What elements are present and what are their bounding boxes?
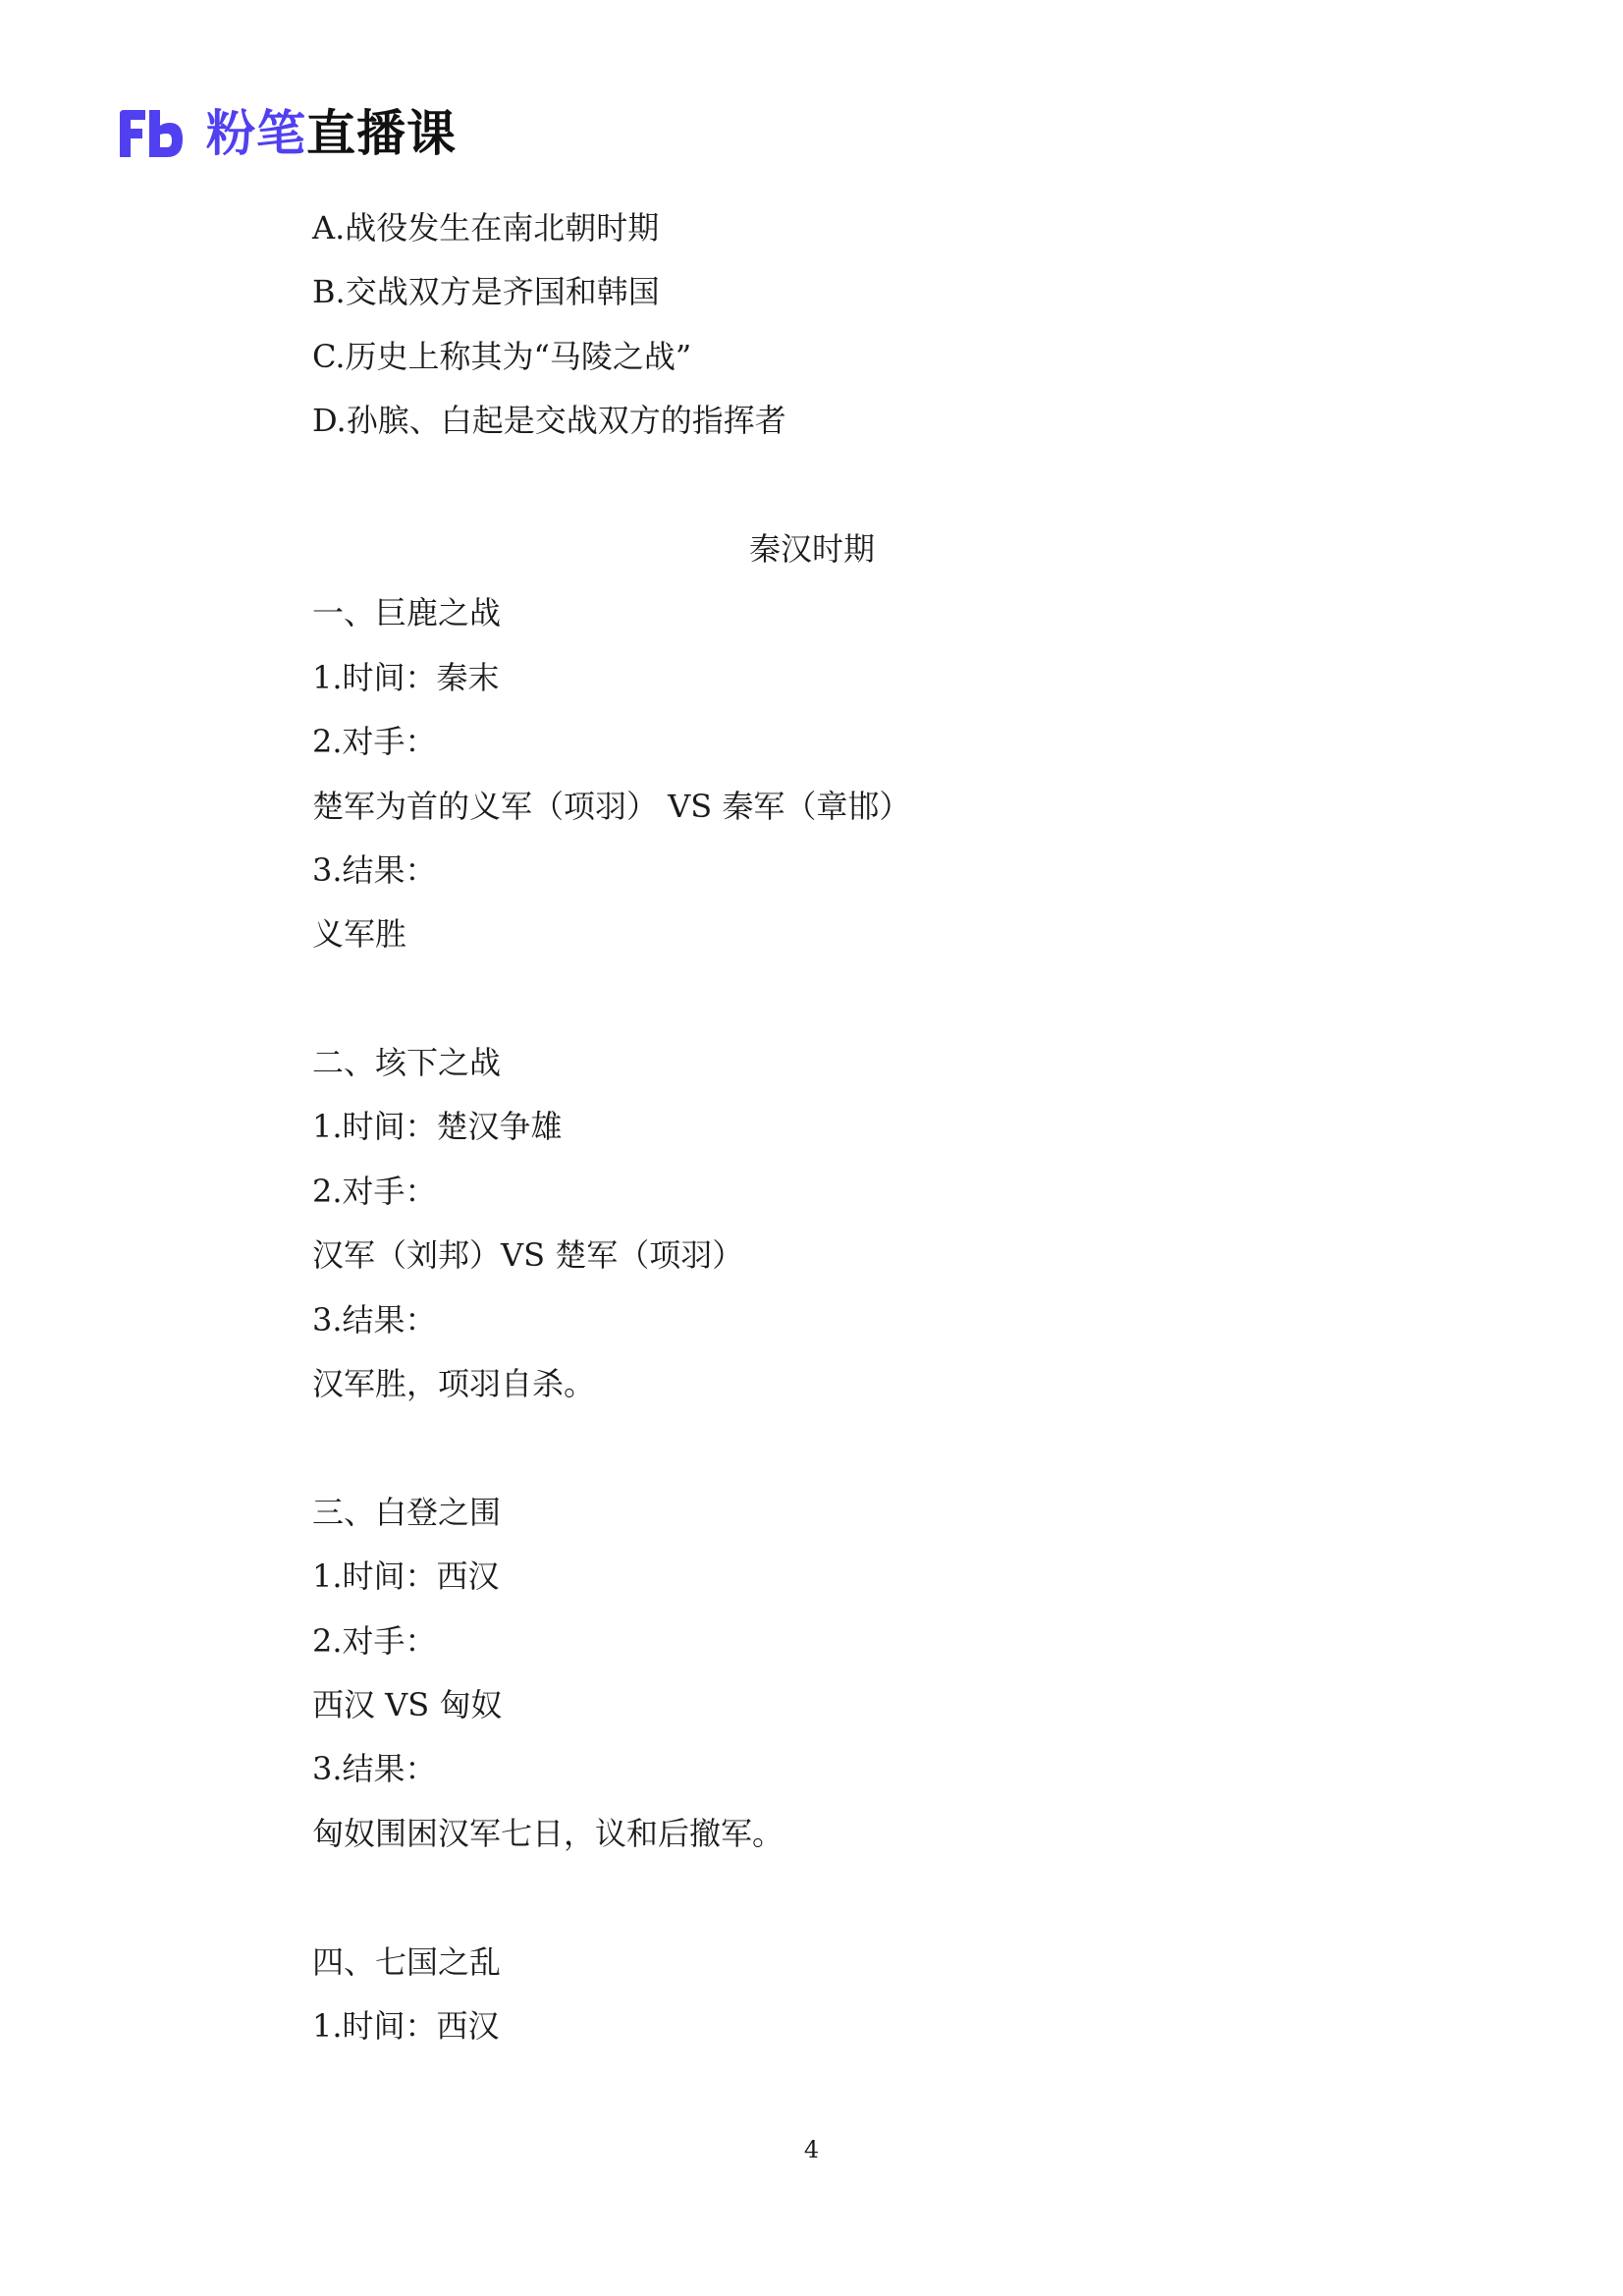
- spacer: [312, 1424, 1392, 1488]
- gaixia-result-label: 3.结果：: [312, 1300, 437, 1339]
- julu-opponents: 楚军为首的义军（项羽） VS 秦军（章邯）: [312, 787, 911, 825]
- julu-result-label: 3.结果：: [312, 850, 437, 889]
- logo-sub-text: 直播课: [306, 105, 457, 162]
- header-logo: [116, 104, 457, 163]
- qiguo-time: 1.时间：西汉: [312, 2006, 500, 2045]
- spacer: [312, 975, 1392, 1039]
- baideng-time: 1.时间：西汉: [312, 1558, 500, 1596]
- option-c: C.历史上称其为“马陵之战”: [312, 337, 692, 375]
- logo-brand-text: 粉笔: [206, 105, 306, 162]
- spacer: [312, 462, 1392, 525]
- heading-qiguo: 四、七国之乱: [312, 1942, 502, 1981]
- logo-wordmark: [206, 104, 457, 163]
- heading-julu: 一、巨鹿之战: [312, 594, 502, 632]
- option-a: A.战役发生在南北朝时期: [312, 209, 660, 246]
- page-number: 4: [803, 2136, 820, 2163]
- gaixia-opponents: 汉军（刘邦）VS 楚军（项羽）: [312, 1236, 744, 1275]
- julu-result: 义军胜: [312, 915, 407, 954]
- option-b: B.交战双方是齐国和韩国: [312, 273, 660, 311]
- baideng-opponents-label: 2.对手：: [312, 1621, 437, 1660]
- gaixia-opponents-label: 2.对手：: [312, 1172, 437, 1210]
- baideng-opponents: 西汉 VS 匈奴: [312, 1685, 503, 1723]
- julu-time: 1.时间：秦末: [312, 658, 500, 696]
- heading-gaixia: 二、垓下之战: [312, 1044, 502, 1082]
- fb-logo-icon: [116, 108, 185, 159]
- document-body: [312, 204, 1392, 2066]
- section-title: 秦汉时期: [748, 529, 875, 568]
- baideng-result-label: 3.结果：: [312, 1750, 437, 1788]
- option-d: D.孙膑、白起是交战双方的指挥者: [312, 402, 786, 440]
- heading-baideng: 三、白登之围: [312, 1493, 502, 1531]
- baideng-result: 匈奴围困汉军七日，议和后撤军。: [312, 1814, 784, 1852]
- spacer: [312, 1874, 1392, 1938]
- gaixia-result: 汉军胜，项羽自杀。: [312, 1365, 596, 1403]
- julu-opponents-label: 2.对手：: [312, 723, 437, 761]
- gaixia-time: 1.时间：楚汉争雄: [312, 1108, 563, 1146]
